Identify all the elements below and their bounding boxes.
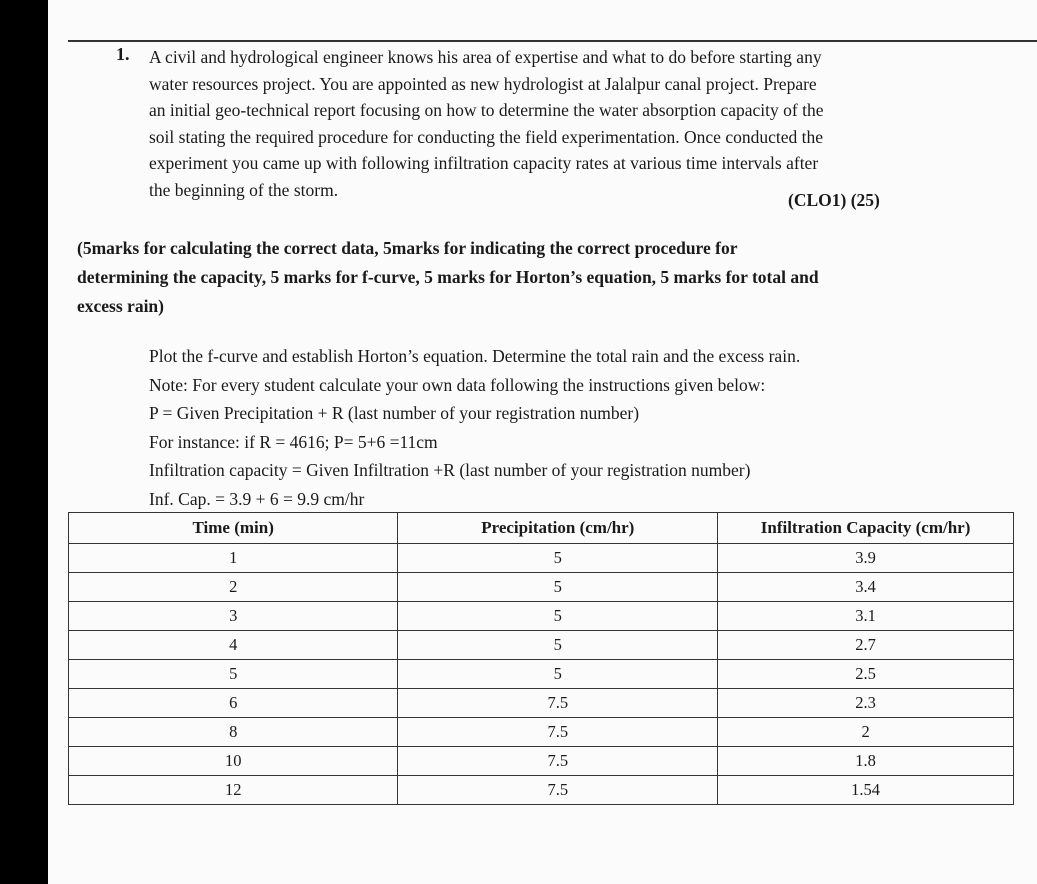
table-row xyxy=(69,631,1014,660)
table-row xyxy=(69,689,1014,718)
infiltration-cell: 2.5 xyxy=(718,660,1014,689)
table-row xyxy=(69,660,1014,689)
time-cell: 3 xyxy=(69,602,398,631)
table-row xyxy=(69,776,1014,805)
table-row xyxy=(69,573,1014,602)
question-line: soil stating the required procedure for conducting the field experimentation. Once conducted the xyxy=(149,126,823,147)
infiltration-header: Infiltration Capacity (cm/hr) xyxy=(718,513,1014,544)
precipitation-cell: 7.5 xyxy=(398,776,718,805)
precipitation-cell: 5 xyxy=(398,602,718,631)
time-cell: 8 xyxy=(69,718,398,747)
question-line: water resources project. You are appointed as new hydrologist at Jalalpur canal project. Prepare xyxy=(149,73,817,94)
marks-line: determining the capacity, 5 marks for f-curve, 5 marks for Horton’s equation, 5 marks for total and xyxy=(77,267,819,287)
infiltration-cell: 2 xyxy=(718,718,1014,747)
table-row xyxy=(69,747,1014,776)
instruction-line: For instance: if R = 4616; P= 5+6 =11cm xyxy=(149,431,438,452)
infiltration-cell: 3.9 xyxy=(718,544,1014,573)
infiltration-table xyxy=(68,512,1014,805)
marks-breakdown xyxy=(77,234,1017,321)
question-line: A civil and hydrological engineer knows his area of expertise and what to do before starting any xyxy=(149,47,822,67)
instruction-line: Inf. Cap. = 3.9 + 6 = 9.9 cm/hr xyxy=(149,488,365,509)
instruction-line: Note: For every student calculate your own data following the instructions given below: xyxy=(149,374,766,395)
table-header-row xyxy=(69,513,1014,544)
infiltration-cell: 2.7 xyxy=(718,631,1014,660)
time-cell: 10 xyxy=(69,747,398,776)
table-row xyxy=(69,602,1014,631)
precipitation-cell: 7.5 xyxy=(398,689,718,718)
table-row xyxy=(69,718,1014,747)
instruction-line: Plot the f-curve and establish Horton’s equation. Determine the total rain and the excess rain. xyxy=(149,346,801,366)
question-line: an initial geo-technical report focusing on how to determine the water absorption capacity of the xyxy=(149,100,824,120)
marks-line: excess rain) xyxy=(77,296,164,316)
precipitation-cell: 7.5 xyxy=(398,718,718,747)
time-cell: 5 xyxy=(69,660,398,689)
infiltration-cell: 2.3 xyxy=(718,689,1014,718)
top-rule xyxy=(68,40,1037,42)
infiltration-cell: 1.54 xyxy=(718,776,1014,805)
precipitation-cell: 5 xyxy=(398,660,718,689)
infiltration-cell: 1.8 xyxy=(718,747,1014,776)
question-text xyxy=(149,44,989,203)
time-cell: 1 xyxy=(69,544,398,573)
instruction-line: Infiltration capacity = Given Infiltration +R (last number of your registration number) xyxy=(149,460,751,480)
instructions xyxy=(149,342,1009,513)
time-cell: 12 xyxy=(69,776,398,805)
time-cell: 6 xyxy=(69,689,398,718)
precipitation-cell: 5 xyxy=(398,544,718,573)
time-cell: 4 xyxy=(69,631,398,660)
question-line: experiment you came up with following infiltration capacity rates at various time intervals after xyxy=(149,153,819,173)
precipitation-cell: 5 xyxy=(398,573,718,602)
question-line: the beginning of the storm. xyxy=(149,179,339,200)
infiltration-cell: 3.4 xyxy=(718,573,1014,602)
time-header: Time (min) xyxy=(69,513,398,544)
question-number: 1. xyxy=(116,44,130,64)
marks-line: (5marks for calculating the correct data, 5marks for indicating the correct procedure for xyxy=(77,238,738,258)
clo-tag: (CLO1) (25) xyxy=(788,190,880,210)
precipitation-cell: 5 xyxy=(398,631,718,660)
instruction-line: P = Given Precipitation + R (last number of your registration number) xyxy=(149,403,640,423)
infiltration-cell: 3.1 xyxy=(718,602,1014,631)
table-row xyxy=(69,544,1014,573)
precipitation-header: Precipitation (cm/hr) xyxy=(398,513,718,544)
time-cell: 2 xyxy=(69,573,398,602)
precipitation-cell: 7.5 xyxy=(398,747,718,776)
